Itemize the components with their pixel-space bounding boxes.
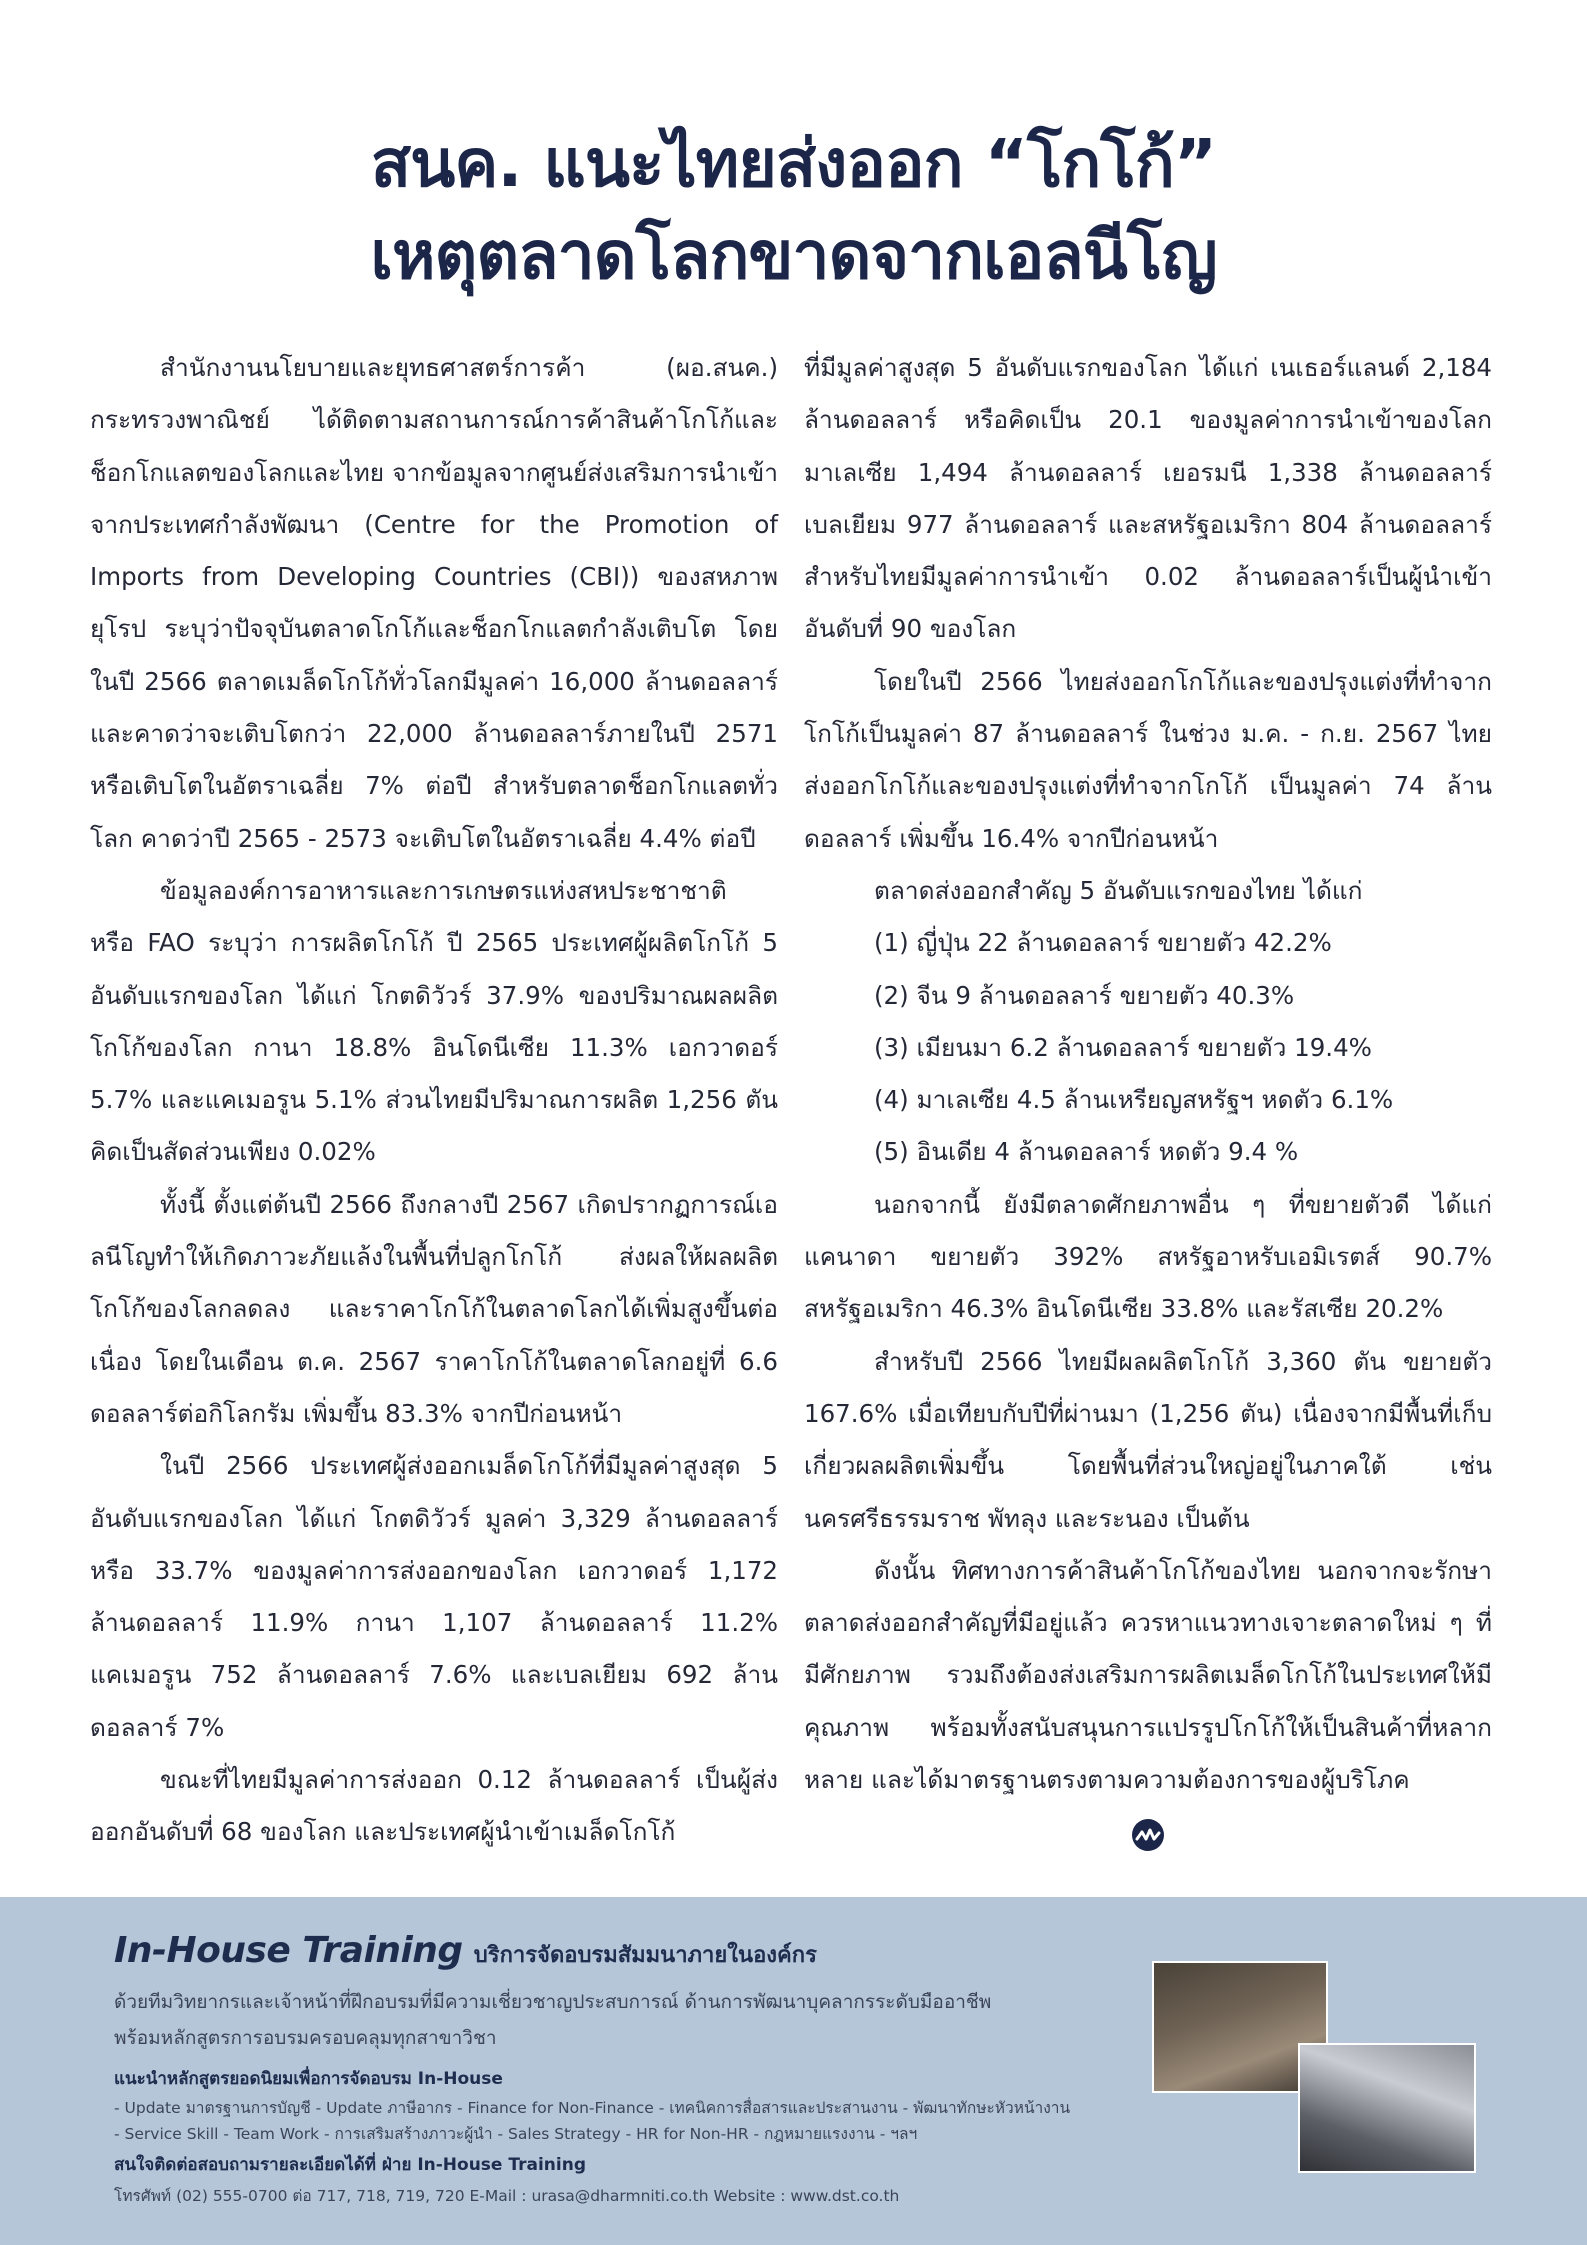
- paragraph: ดังนั้น ทิศทางการค้าสินค้าโกโก้ของไทย นอกจากจะรักษาตลาดส่งออกสำคัญที่มีอยู่แล้ว ควรหาแนวทางเจาะตลาดใหม่ ๆ ที่มีศักยภาพ รวมถึงต้องส่งเสริมการผลิตเมล็ดโกโก้ในประเทศให้มีคุณภาพ พร้อมทั้งสนับสนุนการแปรรูปโกโก้ให้เป็นสินค้าที่หลากหลาย และได้มาตรฐานตรงตามความต้องการของผู้บริโภค: [804, 1555, 1492, 1795]
- list-item: (1) ญี่ปุ่น 22 ล้านดอลลาร์ ขยายตัว 42.2%: [874, 928, 1332, 958]
- paragraph: ที่มีมูลค่าสูงสุด 5 อันดับแรกของโลก ได้แก่ เนเธอร์แลนด์ 2,184 ล้านดอลลาร์ หรือคิดเป็น 20.1 ของมูลค่าการนำเข้าของโลก มาเลเซีย 1,494 ล้านดอลลาร์ เยอรมนี 1,338 ล้านดอลลาร์ เบลเยียม 977 ล้านดอลลาร์ และสหรัฐอเมริกา 804 ล้านดอลลาร์ สำหรับไทยมีมูลค่าการนำเข้า 0.02 ล้านดอลลาร์เป็นผู้นำเข้าอันดับที่ 90 ของโลก: [804, 353, 1492, 644]
- end-mark-logo-icon: [1131, 1818, 1165, 1852]
- page-title: [0, 118, 1587, 302]
- paragraph: สำหรับปี 2566 ไทยมีผลผลิตโกโก้ 3,360 ตัน ขยายตัว 167.6% เมื่อเทียบกับปีที่ผ่านมา (1,256 ตัน) เนื่องจากมีพื้นที่เก็บเกี่ยวผลผลิตเพิ่มขึ้น โดยพื้นที่ส่วนใหญ่อยู่ในภาคใต้ เช่น นครศรีธรรมราช พัทลุง และระนอง เป็นต้น: [804, 1346, 1492, 1533]
- footer-courses-heading: แนะนำหลักสูตรยอดนิยมเพื่อการจัดอบรม In-House: [114, 2069, 503, 2089]
- list-item: (3) เมียนมา 6.2 ล้านดอลลาร์ ขยายตัว 19.4%: [874, 1032, 1372, 1062]
- markets-intro: ตลาดส่งออกสำคัญ 5 อันดับแรกของไทย ได้แก่: [874, 875, 1363, 905]
- article-body: [90, 342, 1493, 1882]
- paragraph: สำนักงานนโยบายและยุทธศาสตร์การค้า (ผอ.สนค.) กระทรวงพาณิชย์ ได้ติดตามสถานการณ์การค้าสินค้าโกโก้และช็อกโกแลตของโลกและไทย จากข้อมูลจากศูนย์ส่งเสริมการนำเข้าจากประเทศกำลังพัฒนา (Centre for the Promotion of Imports from Developing Countries (CBI)) ของสหภาพยุโรป ระบุว่าปัจจุบันตลาดโกโก้และช็อกโกแลตกำลังเติบโต โดยในปี 2566 ตลาดเมล็ดโกโก้ทั่วโลกมีมูลค่า 16,000 ล้านดอลลาร์ และคาดว่าจะเติบโตกว่า 22,000 ล้านดอลลาร์ภายในปี 2571 หรือเติบโตในอัตราเฉลี่ย 7% ต่อปี สำหรับตลาดช็อกโกแลตทั่วโลก คาดว่าปี 2565 - 2573 จะเติบโตในอัตราเฉลี่ย 4.4% ต่อปี: [90, 353, 778, 853]
- footer-desc-2: พร้อมหลักสูตรการอบรมครอบคลุมทุกสาขาวิชา: [114, 2027, 497, 2049]
- paragraph: นอกจากนี้ ยังมีตลาดศักยภาพอื่น ๆ ที่ขยายตัวดี ได้แก่ แคนาดา ขยายตัว 392% สหรัฐอาหรับเอมิเรตส์ 90.7% สหรัฐอเมริกา 46.3% อินโดนีเซีย 33.8% และรัสเซีย 20.2%: [804, 1189, 1492, 1324]
- footer-courses-1: - Update มาตรฐานการบัญชี - Update ภาษีอากร - Finance for Non-Finance - เทคนิคการสื่อสารและประสานงาน - พัฒนาทักษะหัวหน้างาน: [114, 2099, 1071, 2117]
- footer-heading: [114, 1930, 817, 1972]
- footer-brand: In-House Training: [114, 1930, 463, 1971]
- footer-contact: โทรศัพท์ (02) 555-0700 ต่อ 717, 718, 719, 720 E-Mail : urasa@dharmniti.co.th Website : www.dst.co.th: [114, 2187, 900, 2205]
- right-column: [804, 342, 1492, 1806]
- paragraph: โดยในปี 2566 ไทยส่งออกโกโก้และของปรุงแต่งที่ทำจากโกโก้เป็นมูลค่า 87 ล้านดอลลาร์ ในช่วง ม.ค. - ก.ย. 2567 ไทยส่งออกโกโก้และของปรุงแต่งที่ทำจากโกโก้ เป็นมูลค่า 74 ล้านดอลลาร์ เพิ่มขึ้น 16.4% จากปีก่อนหน้า: [804, 666, 1492, 853]
- list-item: (2) จีน 9 ล้านดอลลาร์ ขยายตัว 40.3%: [874, 980, 1295, 1010]
- paragraph: ในปี 2566 ประเทศผู้ส่งออกเมล็ดโกโก้ที่มีมูลค่าสูงสุด 5 อันดับแรกของโลก ได้แก่ โกตดิวัวร์ มูลค่า 3,329 ล้านดอลลาร์ หรือ 33.7% ของมูลค่าการส่งออกของโลก เอกวาดอร์ 1,172 ล้านดอลลาร์ 11.9% กานา 1,107 ล้านดอลลาร์ 11.2% แคเมอรูน 752 ล้านดอลลาร์ 7.6% และเบลเยียม 692 ล้านดอลลาร์ 7%: [90, 1451, 778, 1742]
- left-column: [90, 342, 778, 1859]
- footer-courses-2: - Service Skill - Team Work - การเสริมสร้างภาวะผู้นำ - Sales Strategy - HR for Non-HR - กฎหมายแรงงาน - ฯลฯ: [114, 2125, 918, 2143]
- title-line-2: เหตุตลาดโลกขาดจากเอลนีโญ: [370, 217, 1217, 294]
- paragraph: ขณะที่ไทยมีมูลค่าการส่งออก 0.12 ล้านดอลลาร์ เป็นผู้ส่งออกอันดับที่ 68 ของโลก และประเทศผู้นำเข้าเมล็ดโกโก้: [90, 1765, 778, 1847]
- footer-contact-heading: สนใจติดต่อสอบถามรายละเอียดได้ที่ ฝ่าย In-House Training: [114, 2155, 586, 2175]
- paragraph: ข้อมูลองค์การอาหารและการเกษตรแห่งสหประชาชาติ หรือ FAO ระบุว่า การผลิตโกโก้ ปี 2565 ประเทศผู้ผลิตโกโก้ 5 อันดับแรกของโลก ได้แก่ โกตดิวัวร์ 37.9% ของปริมาณผลผลิตโกโก้ของโลก กานา 18.8% อินโดนีเซีย 11.3% เอกวาดอร์ 5.7% และแคเมอรูน 5.1% ส่วนไทยมีปริมาณการผลิต 1,256 ตัน คิดเป็นสัดส่วนเพียง 0.02%: [90, 875, 778, 1167]
- title-line-1: สนค. แนะไทยส่งออก “โกโก้”: [370, 125, 1217, 202]
- paragraph: ทั้งนี้ ตั้งแต่ต้นปี 2566 ถึงกลางปี 2567 เกิดปรากฏการณ์เอลนีโญทำให้เกิดภาวะภัยแล้งในพื้นที่ปลูกโกโก้ ส่งผลให้ผลผลิตโกโก้ของโลกลดลง และราคาโกโก้ในตลาดโลกได้เพิ่มสูงขึ้นต่อเนื่อง โดยในเดือน ต.ค. 2567 ราคาโกโก้ในตลาดโลกอยู่ที่ 6.6 ดอลลาร์ต่อกิโลกรัม เพิ่มขึ้น 83.3% จากปีก่อนหน้า: [90, 1189, 778, 1428]
- list-item: (5) อินเดีย 4 ล้านดอลลาร์ หดตัว 9.4 %: [874, 1137, 1299, 1167]
- footer-desc-1: ด้วยทีมวิทยากรและเจ้าหน้าที่ฝึกอบรมที่มีความเชี่ยวชาญประสบการณ์ ด้านการพัฒนาบุคลากรระดับมืออาชีพ: [114, 1991, 992, 2013]
- list-item: (4) มาเลเซีย 4.5 ล้านเหรียญสหรัฐฯ หดตัว 6.1%: [874, 1085, 1394, 1115]
- footer-brand-sub: บริการจัดอบรมสัมมนาภายในองค์กร: [473, 1943, 817, 1968]
- footer-ad: [0, 1897, 1587, 2245]
- training-photo: [1298, 2043, 1476, 2173]
